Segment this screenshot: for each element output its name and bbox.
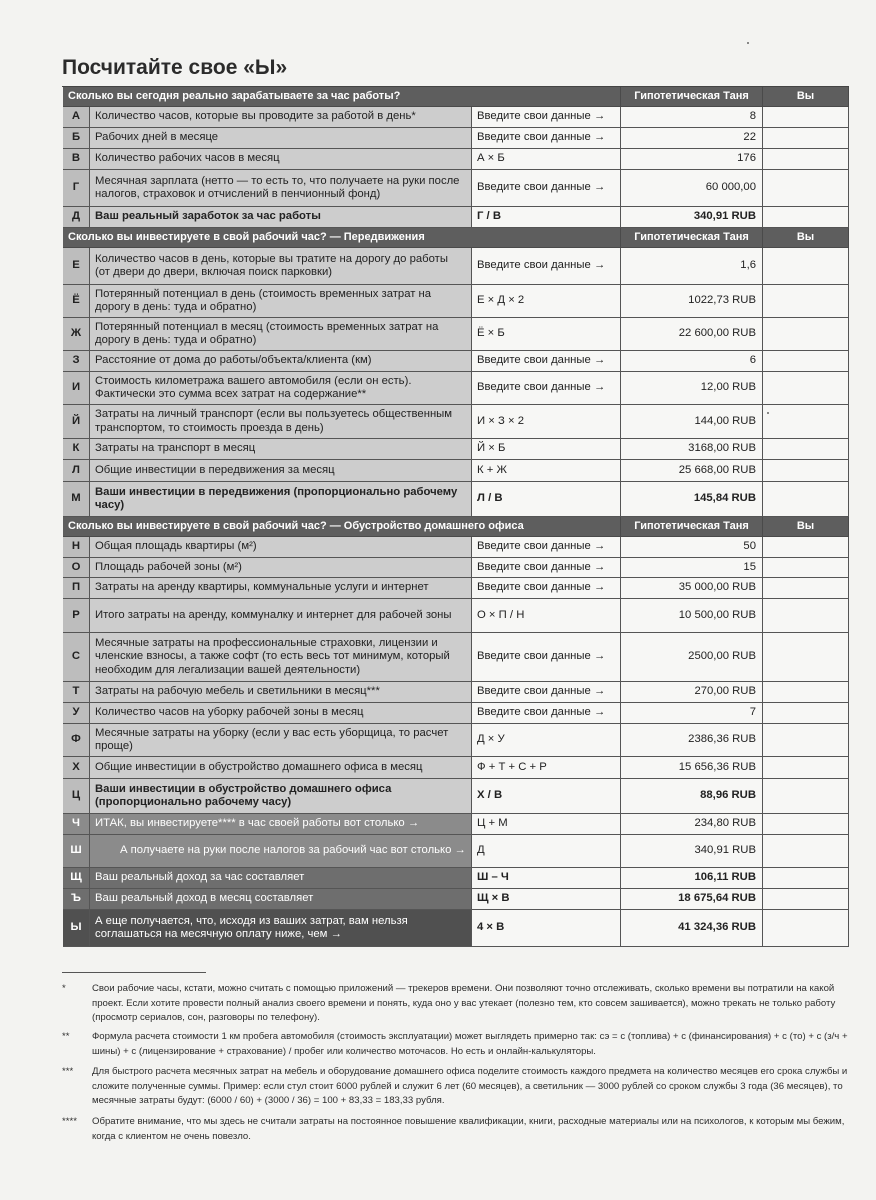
table-row [63, 128, 849, 149]
row-letter: Ъ [63, 889, 90, 910]
row-your-value[interactable] [763, 835, 849, 868]
scan-speck [747, 42, 749, 44]
row-letter: Щ [63, 868, 90, 889]
row-formula: Ё × Б [472, 318, 621, 351]
table-row [63, 482, 849, 517]
row-your-value[interactable] [763, 439, 849, 460]
row-your-value[interactable] [763, 599, 849, 633]
row-description: Ваши инвестиции в передвижения (пропорционально рабочему часу) [90, 482, 472, 517]
row-letter: Ж [63, 318, 90, 351]
row-letter: Ш [63, 835, 90, 868]
footnote-text: Свои рабочие часы, кстати, можно считать с помощью приложений — трекеров времени. Они позволяют точно отслеживать, сколько времени вы потратили на какой проект. Если хотите провести полный анализ своего времени и понять, куда оно у вас утекает (полезно тем, кто совсем зашивается), можно трекать не только работу (просмотр сериалов, сон, разговоры по телефону). [92, 983, 836, 1023]
footnote [62, 1115, 848, 1144]
row-your-value[interactable] [763, 537, 849, 558]
row-letter: Н [63, 537, 90, 558]
table-row [63, 460, 849, 482]
summary-row [63, 835, 849, 868]
table-row [63, 170, 849, 207]
row-formula: Введите свои данные → [472, 578, 621, 599]
row-hypothetical-value: 12,00 RUB [621, 372, 763, 405]
table-row [63, 558, 849, 578]
row-formula: Щ × В [472, 889, 621, 910]
row-formula: И × З × 2 [472, 405, 621, 439]
table-row [63, 318, 849, 351]
row-hypothetical-value: 340,91 RUB [621, 207, 763, 228]
section-header [63, 517, 849, 537]
table-row [63, 405, 849, 439]
row-description: А еще получается, что, исходя из ваших затрат, вам нельзя соглашаться на месячную оплату ниже, чем → [90, 910, 472, 947]
row-letter: Ф [63, 724, 90, 757]
row-your-value[interactable] [763, 149, 849, 170]
row-hypothetical-value: 50 [621, 537, 763, 558]
table-row [63, 207, 849, 228]
row-description: Месячные затраты на уборку (если у вас есть уборщица, то расчет проще) [90, 724, 472, 757]
row-hypothetical-value: 10 500,00 RUB [621, 599, 763, 633]
table-row [63, 703, 849, 724]
footnote-mark: ** [62, 1031, 70, 1042]
table-row [63, 724, 849, 757]
footnote [62, 1065, 848, 1109]
row-hypothetical-value: 176 [621, 149, 763, 170]
row-your-value[interactable] [763, 910, 849, 947]
row-formula: Л / В [472, 482, 621, 517]
row-formula: Введите свои данные → [472, 537, 621, 558]
row-letter: Ы [63, 910, 90, 947]
row-description: Ваш реальный заработок за час работы [90, 207, 472, 228]
scan-speck [767, 412, 769, 414]
row-letter: Л [63, 460, 90, 482]
row-description: Ваши инвестиции в обустройство домашнего офиса (пропорционально рабочему часу) [90, 779, 472, 814]
row-letter: У [63, 703, 90, 724]
table-row [63, 633, 849, 682]
row-letter: Т [63, 682, 90, 703]
row-formula: Введите свои данные → [472, 248, 621, 285]
row-description: Количество рабочих часов в месяц [90, 149, 472, 170]
row-letter: М [63, 482, 90, 517]
row-formula: Введите свои данные → [472, 682, 621, 703]
row-formula: Г / В [472, 207, 621, 228]
row-hypothetical-value: 145,84 RUB [621, 482, 763, 517]
row-letter: Е [63, 248, 90, 285]
row-hypothetical-value: 340,91 RUB [621, 835, 763, 868]
row-letter: Ё [63, 285, 90, 318]
row-letter: В [63, 149, 90, 170]
column-header-hypothetical: Гипотетическая Таня [621, 87, 763, 107]
row-hypothetical-value: 15 656,36 RUB [621, 757, 763, 779]
row-formula: Введите свои данные → [472, 170, 621, 207]
row-description: Затраты на личный транспорт (если вы пользуетесь общественным транспортом, то стоимость проезда в день) [90, 405, 472, 439]
footnote [62, 1030, 848, 1059]
row-your-value[interactable] [763, 128, 849, 149]
row-formula: Д × У [472, 724, 621, 757]
table-row [63, 107, 849, 128]
row-description: Ваш реальный доход за час составляет [90, 868, 472, 889]
table-row [63, 351, 849, 372]
column-header-you: Вы [763, 228, 849, 248]
row-letter: А [63, 107, 90, 128]
row-your-value[interactable] [763, 633, 849, 682]
row-hypothetical-value: 2386,36 RUB [621, 724, 763, 757]
row-your-value[interactable] [763, 405, 849, 439]
row-description: Потерянный потенциал в день (стоимость временных затрат на дорогу в день: туда и обратно) [90, 285, 472, 318]
section-header [63, 87, 849, 107]
row-description: Месячная зарплата (нетто — то есть то, что получаете на руки после налогов, страховок и отчислений в пенчионный фонд) [90, 170, 472, 207]
footnote-divider [62, 972, 206, 973]
row-formula: А × Б [472, 149, 621, 170]
row-hypothetical-value: 22 600,00 RUB [621, 318, 763, 351]
row-description: ИТАК, вы инвестируете**** в час своей работы вот столько → [90, 814, 472, 835]
row-description: А получаете на руки после налогов за рабочий час вот столько → [90, 835, 472, 868]
row-formula: О × П / Н [472, 599, 621, 633]
row-description: Общая площадь квартиры (м²) [90, 537, 472, 558]
column-header-hypothetical: Гипотетическая Таня [621, 517, 763, 537]
row-formula: Введите свои данные → [472, 703, 621, 724]
column-header-you: Вы [763, 87, 849, 107]
row-description: Затраты на рабочую мебель и светильники в месяц*** [90, 682, 472, 703]
summary-row [63, 814, 849, 835]
row-hypothetical-value: 144,00 RUB [621, 405, 763, 439]
row-your-value[interactable] [763, 460, 849, 482]
footnote-mark: **** [62, 1116, 77, 1127]
row-hypothetical-value: 1022,73 RUB [621, 285, 763, 318]
table-row [63, 682, 849, 703]
table-row [63, 285, 849, 318]
table-row [63, 439, 849, 460]
table-row [63, 149, 849, 170]
row-formula: Д [472, 835, 621, 868]
table-row [63, 779, 849, 814]
row-description: Месячные затраты на профессиональные страховки, лицензии и членские взносы, а также софт (то есть весь тот минимум, который необходим для легализации вашей деятельности) [90, 633, 472, 682]
row-hypothetical-value: 25 668,00 RUB [621, 460, 763, 482]
row-letter: Г [63, 170, 90, 207]
row-hypothetical-value: 2500,00 RUB [621, 633, 763, 682]
section-header [63, 228, 849, 248]
row-letter: П [63, 578, 90, 599]
row-hypothetical-value: 1,6 [621, 248, 763, 285]
table-row [63, 537, 849, 558]
row-your-value[interactable] [763, 724, 849, 757]
row-your-value[interactable] [763, 351, 849, 372]
row-your-value[interactable] [763, 814, 849, 835]
row-description: Затраты на аренду квартиры, коммунальные услуги и интернет [90, 578, 472, 599]
row-description: Рабочих дней в месяце [90, 128, 472, 149]
row-hypothetical-value: 270,00 RUB [621, 682, 763, 703]
row-formula: Введите свои данные → [472, 558, 621, 578]
summary-row [63, 868, 849, 889]
section-title: Сколько вы сегодня реально зарабатываете за час работы? [63, 87, 621, 107]
row-formula: Введите свои данные → [472, 372, 621, 405]
row-description: Потерянный потенциал в месяц (стоимость временных затрат на дорогу в день: туда и обратно) [90, 318, 472, 351]
row-hypothetical-value: 7 [621, 703, 763, 724]
row-description: Количество часов, которые вы проводите за работой в день* [90, 107, 472, 128]
row-formula: К + Ж [472, 460, 621, 482]
row-your-value[interactable] [763, 703, 849, 724]
row-hypothetical-value: 3168,00 RUB [621, 439, 763, 460]
row-your-value[interactable] [763, 889, 849, 910]
footnote-text: Для быстрого расчета месячных затрат на мебель и оборудование домашнего офиса поделите стоимость каждого предмета на количество месяцев его срока службы и сложите полученные суммы. Пример: если стул стоит 6000 рублей и служит 6 лет (60 месяцев), а светильник — 3000 рублей со сроком службы 3 года (36 месяцев), то месячные затраты будут: (6000 / 60) + (3000 / 36) = 100 + 83,33 = 183,33 рубля. [92, 1066, 848, 1106]
row-letter: С [63, 633, 90, 682]
row-hypothetical-value: 60 000,00 [621, 170, 763, 207]
row-hypothetical-value: 6 [621, 351, 763, 372]
row-hypothetical-value: 15 [621, 558, 763, 578]
row-your-value[interactable] [763, 779, 849, 814]
row-hypothetical-value: 41 324,36 RUB [621, 910, 763, 947]
row-formula: 4 × В [472, 910, 621, 947]
row-letter: Ц [63, 779, 90, 814]
column-header-hypothetical: Гипотетическая Таня [621, 228, 763, 248]
row-hypothetical-value: 18 675,64 RUB [621, 889, 763, 910]
row-letter: Х [63, 757, 90, 779]
row-letter: Д [63, 207, 90, 228]
row-formula: Ш – Ч [472, 868, 621, 889]
row-letter: Р [63, 599, 90, 633]
row-your-value[interactable] [763, 285, 849, 318]
table-row [63, 757, 849, 779]
column-header-you: Вы [763, 517, 849, 537]
row-description: Общие инвестиции в передвижения за месяц [90, 460, 472, 482]
row-your-value[interactable] [763, 868, 849, 889]
table-row [63, 372, 849, 405]
row-formula: Введите свои данные → [472, 107, 621, 128]
row-formula: Й × Б [472, 439, 621, 460]
row-description: Итого затраты на аренду, коммуналку и интернет для рабочей зоны [90, 599, 472, 633]
row-description: Количество часов в день, которые вы тратите на дорогу до работы (от двери до двери, включая поиск парковки) [90, 248, 472, 285]
footnote-mark: * [62, 983, 66, 994]
row-formula: Введите свои данные → [472, 128, 621, 149]
row-formula: Ф + Т + С + Р [472, 757, 621, 779]
row-description: Затраты на транспорт в месяц [90, 439, 472, 460]
footnote-text: Обратите внимание, что мы здесь не считали затраты на постоянное повышение квалификации, книги, расходные материалы или на психологов, к которым мы бежим, когда с клиентом не очень повезло. [92, 1116, 845, 1142]
row-hypothetical-value: 8 [621, 107, 763, 128]
row-formula: Введите свои данные → [472, 351, 621, 372]
row-letter: И [63, 372, 90, 405]
section-title: Сколько вы инвестируете в свой рабочий час? — Обустройство домашнего офиса [63, 517, 621, 537]
row-formula: Х / В [472, 779, 621, 814]
row-your-value[interactable] [763, 757, 849, 779]
page-title: Посчитайте свое «Ы» [62, 56, 288, 79]
row-your-value[interactable] [763, 207, 849, 228]
footnote-mark: *** [62, 1066, 74, 1077]
row-letter: З [63, 351, 90, 372]
row-your-value[interactable] [763, 318, 849, 351]
summary-row [63, 889, 849, 910]
row-hypothetical-value: 234,80 RUB [621, 814, 763, 835]
footnote [62, 982, 848, 1026]
row-hypothetical-value: 35 000,00 RUB [621, 578, 763, 599]
row-your-value[interactable] [763, 578, 849, 599]
table-row [63, 578, 849, 599]
row-hypothetical-value: 106,11 RUB [621, 868, 763, 889]
row-formula: Е × Д × 2 [472, 285, 621, 318]
row-letter: Ч [63, 814, 90, 835]
row-hypothetical-value: 88,96 RUB [621, 779, 763, 814]
table-row [63, 599, 849, 633]
row-your-value[interactable] [763, 107, 849, 128]
section-title: Сколько вы инвестируете в свой рабочий час? — Передвижения [63, 228, 621, 248]
row-hypothetical-value: 22 [621, 128, 763, 149]
row-letter: О [63, 558, 90, 578]
row-letter: Б [63, 128, 90, 149]
row-your-value[interactable] [763, 482, 849, 517]
summary-row [63, 910, 849, 947]
row-description: Количество часов на уборку рабочей зоны в месяц [90, 703, 472, 724]
row-letter: К [63, 439, 90, 460]
row-your-value[interactable] [763, 558, 849, 578]
row-your-value[interactable] [763, 170, 849, 207]
row-letter: Й [63, 405, 90, 439]
row-your-value[interactable] [763, 372, 849, 405]
calculation-table [62, 86, 849, 940]
row-description: Площадь рабочей зоны (м²) [90, 558, 472, 578]
footnote-text: Формула расчета стоимости 1 км пробега автомобиля (стоимость эксплуатации) может выглядеть примерно так: сэ = с (топлива) + с (финансирования) + с (то) + с (з/ч + шины) + с (лицензирование + страхование) / пробег или количество моточасов. Но есть и онлайн-калькуляторы. [92, 1031, 848, 1057]
table-row [63, 248, 849, 285]
row-description: Стоимость километража вашего автомобиля (если он есть). Фактически это сумма всех затрат на содержание** [90, 372, 472, 405]
row-your-value[interactable] [763, 248, 849, 285]
row-formula: Ц + М [472, 814, 621, 835]
row-description: Расстояние от дома до работы/объекта/клиента (км) [90, 351, 472, 372]
row-formula: Введите свои данные → [472, 633, 621, 682]
row-description: Ваш реальный доход в месяц составляет [90, 889, 472, 910]
row-description: Общие инвестиции в обустройство домашнего офиса в месяц [90, 757, 472, 779]
row-your-value[interactable] [763, 682, 849, 703]
